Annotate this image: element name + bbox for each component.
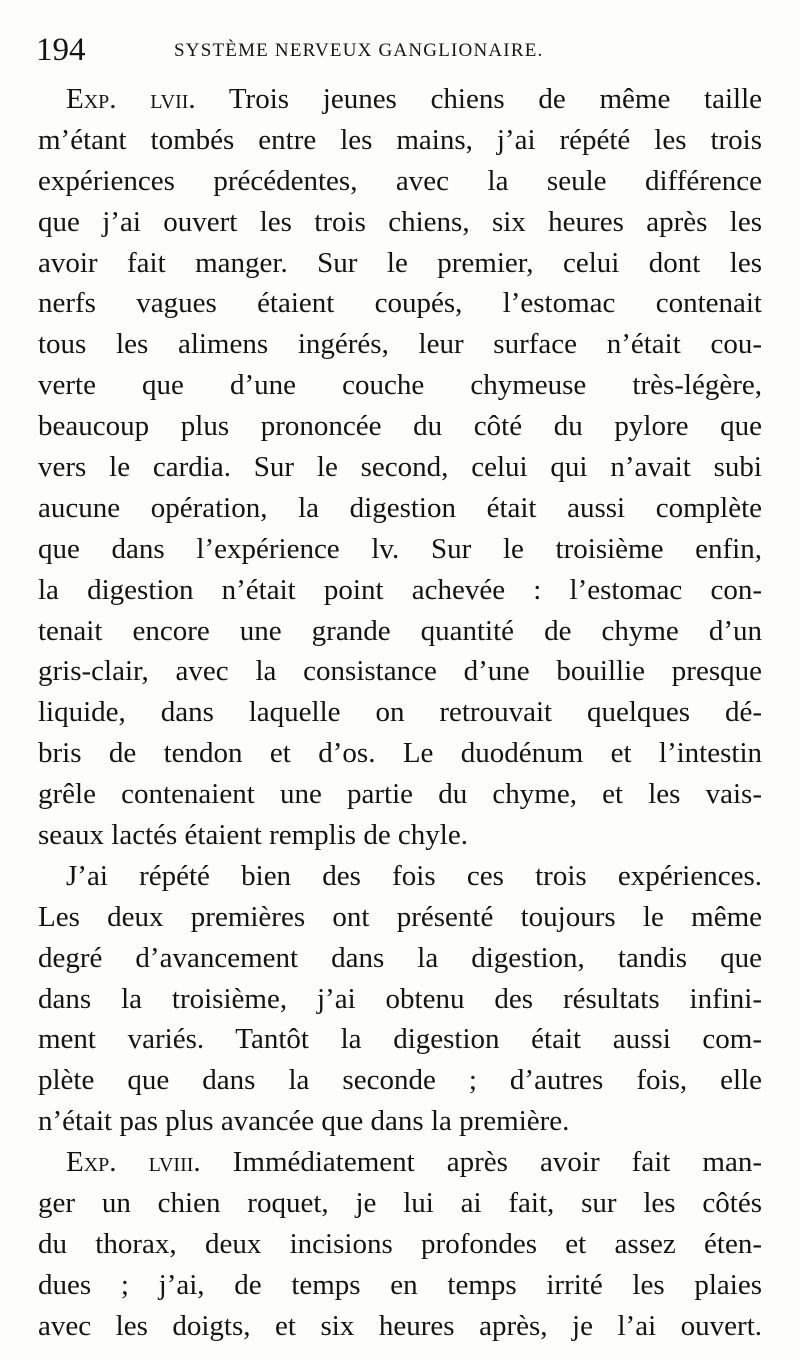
paragraph-exp-lviii	[38, 1142, 762, 1346]
experiment-label: Exp. lviii.	[66, 1146, 201, 1179]
text-line: Exp. lviii. Immédiatement après avoir fait man-	[66, 1146, 762, 1179]
text-line: liquide, dans laquelle on retrouvait quelques dé-	[38, 696, 762, 729]
text-line: n’était pas plus avancée que dans la première.	[38, 1105, 570, 1138]
experiment-label: Exp. lvii.	[66, 83, 196, 115]
paragraph-exp-lvii	[38, 79, 762, 856]
text-line: du thorax, deux incisions profondes et assez éten-	[38, 1227, 762, 1260]
text-line: avec les doigts, et six heures après, je l’ai ouvert.	[38, 1309, 762, 1342]
text-line: gris-clair, avec la consistance d’une bouillie presque	[38, 655, 762, 688]
text-line: ger un chien roquet, je lui ai fait, sur les côtés	[38, 1187, 762, 1220]
text-line: la digestion n’était point achevée : l’estomac con-	[38, 573, 762, 606]
text-line: avoir fait manger. Sur le premier, celui dont les	[38, 246, 762, 279]
text-line: ment variés. Tantôt la digestion était aussi com-	[38, 1023, 762, 1056]
text-line: Les deux premières ont présenté toujours le même	[38, 900, 762, 933]
text-line: que dans l’expérience lv. Sur le troisième enfin,	[38, 532, 762, 565]
paragraph-summary	[38, 856, 762, 1142]
text-line: plète que dans la seconde ; d’autres fois, elle	[38, 1064, 762, 1097]
text-line: dues ; j’ai, de temps en temps irrité les plaies	[38, 1268, 762, 1301]
text-line: dans la troisième, j’ai obtenu des résultats infini-	[38, 982, 762, 1015]
text-line: degré d’avancement dans la digestion, tandis que	[38, 941, 762, 974]
text-line: expériences précédentes, avec la seule différence	[38, 164, 762, 197]
body-text	[38, 79, 762, 1347]
text-line: aucune opération, la digestion était aussi complète	[38, 491, 762, 524]
text-line: seaux lactés étaient remplis de chyle.	[38, 819, 468, 852]
text-line: tous les alimens ingérés, leur surface n’était cou-	[38, 328, 762, 361]
page-header	[36, 30, 766, 70]
text-line: m’étant tombés entre les mains, j’ai répété les trois	[38, 123, 762, 156]
text-line: verte que d’une couche chymeuse très-légère,	[38, 369, 762, 402]
running-title: SYSTÈME NERVEUX GANGLIONAIRE.	[174, 40, 544, 61]
text-line: nerfs vagues étaient coupés, l’estomac contenait	[38, 287, 762, 320]
text-line: Exp. lvii. Trois jeunes chiens de même taille	[66, 83, 762, 115]
page-number: 194	[36, 32, 86, 68]
text-line: tenait encore une grande quantité de chyme d’un	[38, 614, 762, 647]
text-line: grêle contenaient une partie du chyme, et les vais-	[38, 778, 762, 811]
text-line: que j’ai ouvert les trois chiens, six heures après les	[38, 205, 762, 238]
text-line: beaucoup plus prononcée du côté du pylore que	[38, 410, 762, 443]
text-line: J’ai répété bien des fois ces trois expériences.	[66, 859, 762, 892]
text-line: vers le cardia. Sur le second, celui qui n’avait subi	[38, 451, 762, 484]
text-line: bris de tendon et d’os. Le duodénum et l’intestin	[38, 737, 762, 770]
